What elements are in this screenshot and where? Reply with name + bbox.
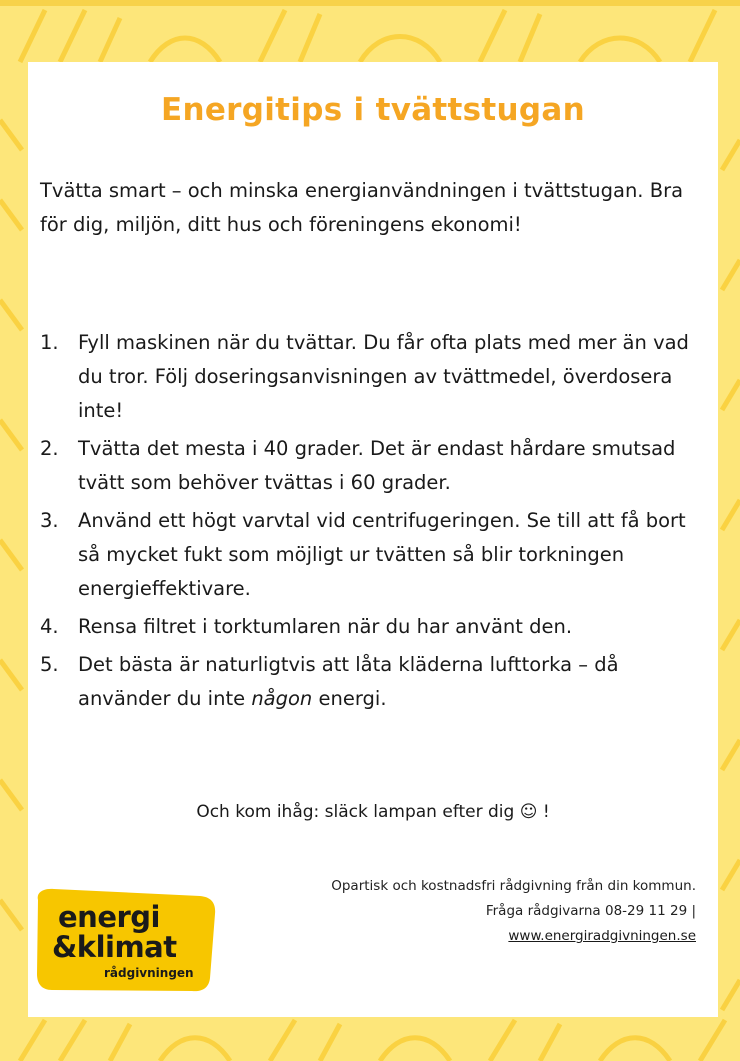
logo-text-energi: energi (58, 900, 160, 934)
list-item-text-before: Det bästa är naturligtvis att låta kläderna lufttorka – då använder du inte (78, 653, 619, 710)
list-item-number: 1. (40, 331, 59, 354)
logo-text-radgivningen: rådgivningen (104, 966, 194, 980)
list-item-text: Tvätta det mesta i 40 grader. Det är endast hårdare smutsad tvätt som behöver tvättas i 60 grader. (78, 437, 676, 494)
logo-text-klimat: &klimat (52, 930, 177, 964)
footer-line-1: Opartisk och kostnadsfri rådgivning från din kommun. (331, 878, 696, 894)
list-item (40, 610, 712, 644)
list-item-text: Rensa filtret i torktumlaren när du har använt den. (78, 615, 573, 638)
list-item-number: 2. (40, 437, 59, 460)
reminder-text: Och kom ihåg: släck lampan efter dig ☺ ! (196, 802, 550, 822)
page-title: Energitips i tvättstugan (161, 92, 585, 128)
website-link[interactable]: www.energiradgivningen.se (508, 928, 696, 944)
list-item-number: 5. (40, 653, 59, 676)
list-item-text-after: energi. (312, 687, 387, 710)
list-item (40, 326, 712, 428)
list-item-text: Fyll maskinen när du tvättar. Du får ofta plats med mer än vad du tror. Följ doseringsanvisningen av tvättmedel, överdosera inte! (78, 331, 689, 422)
list-item-emphasis: någon (251, 687, 313, 710)
list-item (40, 648, 712, 716)
energi-klimat-logo (30, 886, 220, 996)
tips-list (40, 326, 712, 720)
list-item-number: 4. (40, 615, 59, 638)
footer-info (236, 874, 696, 949)
footer-line-2: Fråga rådgivarna 08-29 11 29 | (485, 903, 696, 919)
intro-paragraph: Tvätta smart – och minska energianvändningen i tvättstugan. Bra för dig, miljön, ditt hus och föreningens ekonomi! (40, 179, 684, 236)
list-item (40, 504, 712, 606)
list-item (40, 432, 712, 500)
list-item-text: Använd ett högt varvtal vid centrifugeringen. Se till att få bort så mycket fukt som möjligt ur tvätten så blir torkningen energieffektivare. (78, 509, 686, 600)
content-panel (28, 62, 718, 1017)
list-item-number: 3. (40, 509, 59, 532)
